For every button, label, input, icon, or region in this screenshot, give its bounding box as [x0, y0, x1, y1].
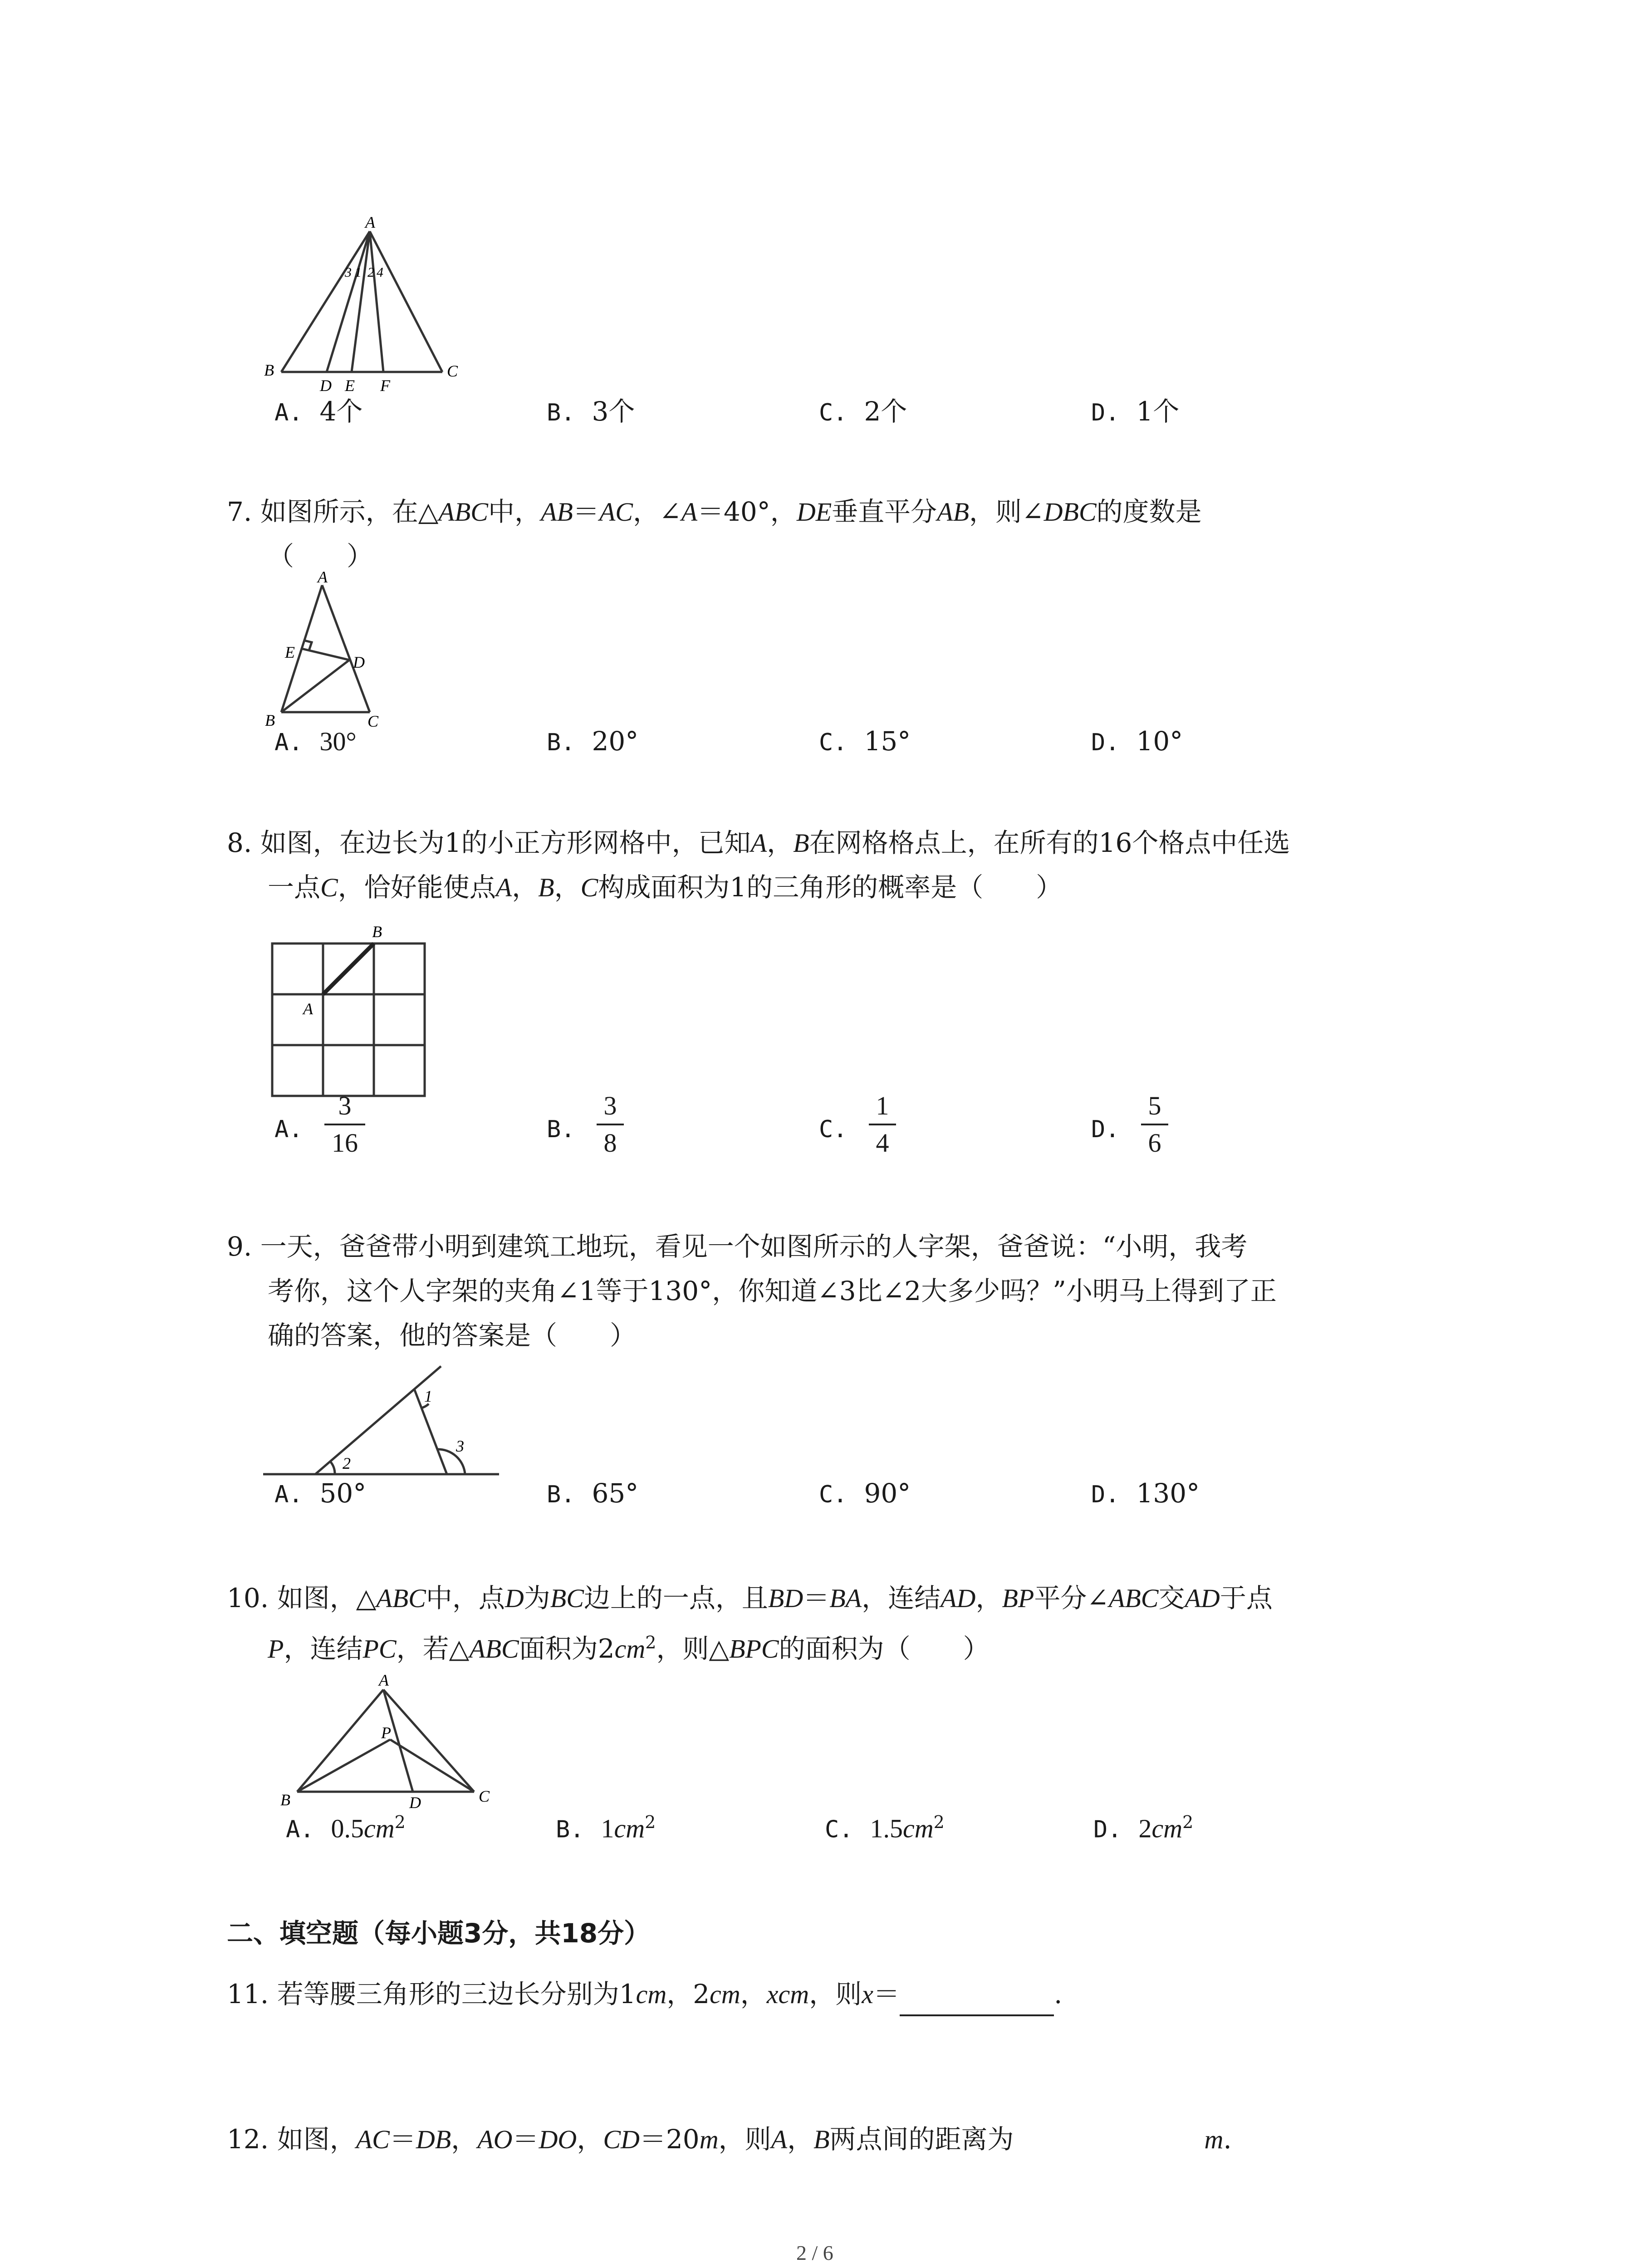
q11-answer-blank[interactable]	[900, 1987, 1054, 2016]
math: x	[862, 1980, 873, 2009]
option-text: 15°	[864, 726, 911, 757]
numerator: 3	[603, 1091, 617, 1120]
q8-option-c-letter[interactable]: C.	[819, 1116, 847, 1143]
q6-option-a[interactable]	[274, 390, 362, 428]
option-letter: C.	[819, 729, 847, 756]
option-letter: B.	[547, 1481, 575, 1508]
text: .	[1223, 2124, 1232, 2155]
fraction-bar	[1141, 1124, 1168, 1125]
option-text: 4个	[319, 396, 363, 427]
option-letter: D.	[1091, 399, 1120, 426]
text: 交	[1158, 1583, 1185, 1613]
option-text: 3个	[592, 396, 635, 427]
math: A	[495, 873, 512, 902]
math: AC	[356, 2125, 390, 2154]
math: ABC	[1108, 1584, 1159, 1613]
q11-number: 11.	[227, 1979, 269, 2009]
math: DBC	[1043, 497, 1097, 527]
math: ABC	[376, 1584, 426, 1613]
q6-label-c: C	[447, 362, 458, 380]
option-text: 2个	[864, 396, 907, 427]
denominator: 4	[876, 1128, 889, 1158]
q8-option-a-letter[interactable]: A.	[274, 1116, 303, 1143]
option-letter: C.	[819, 1481, 847, 1508]
text: 平分∠	[1034, 1583, 1109, 1613]
option-sup: 2	[645, 1812, 656, 1832]
text: ＝40°，	[697, 496, 797, 527]
denominator: 8	[603, 1128, 617, 1158]
text: ＝	[803, 1583, 830, 1613]
q6-option-b[interactable]	[547, 390, 635, 428]
text: ，	[577, 2124, 603, 2155]
math: D	[505, 1584, 524, 1613]
text: 中，点	[426, 1583, 505, 1613]
option-text: 1个	[1136, 396, 1180, 427]
q12-number: 12.	[227, 2124, 269, 2155]
text: 构成面积为1的三角形的概率是（ ）	[598, 872, 1063, 903]
option-letter: A.	[274, 729, 303, 756]
option-text: 30°	[319, 727, 357, 756]
q7-label-a: A	[318, 572, 328, 586]
q10-number: 10.	[227, 1583, 269, 1613]
text: ，连结	[284, 1633, 363, 1664]
numerator: 1	[876, 1091, 889, 1120]
q6-angle-1: 1	[355, 265, 362, 280]
q6-option-c[interactable]	[819, 390, 907, 428]
q7-option-b[interactable]	[547, 726, 638, 757]
superscript: 2	[645, 1633, 656, 1652]
option-value: 1	[601, 1813, 614, 1843]
text: 如图，	[277, 2124, 356, 2155]
option-letter: B.	[547, 729, 575, 756]
option-text: 10°	[1136, 726, 1183, 757]
text: ，若△	[396, 1633, 470, 1664]
option-unit: cm	[364, 1813, 395, 1843]
q7-figure	[259, 572, 404, 730]
q7-stem-line1	[227, 490, 1202, 534]
q10-label-d: D	[409, 1794, 421, 1812]
q6-label-d: D	[320, 376, 332, 395]
text: ＝	[573, 496, 599, 527]
option-value: 2	[1138, 1813, 1152, 1843]
q10-option-c[interactable]	[825, 1812, 945, 1843]
math: B	[793, 828, 809, 858]
q9-angle-3: 3	[456, 1437, 464, 1455]
q8-option-d-letter[interactable]: D.	[1091, 1116, 1120, 1143]
q7-label-d: D	[353, 653, 365, 671]
q9-angle-1: 1	[424, 1387, 432, 1405]
numerator: 5	[1148, 1091, 1161, 1120]
math: A	[750, 828, 767, 858]
q9-number: 9.	[227, 1231, 252, 1262]
q7-option-c[interactable]	[819, 726, 911, 757]
q8-option-c-fraction	[869, 1091, 896, 1158]
fraction-bar	[869, 1124, 896, 1125]
text: 在网格格点上，在所有的16个格点中任选	[809, 827, 1290, 858]
math: B	[813, 2125, 830, 2154]
q10-stem-line2	[268, 1621, 989, 1671]
text: ，	[787, 2124, 814, 2155]
q10-figure	[272, 1669, 508, 1819]
option-letter: B.	[547, 399, 575, 426]
q12-stem	[227, 2117, 1232, 2161]
option-letter: C.	[825, 1816, 853, 1843]
q9-option-a[interactable]	[274, 1478, 366, 1509]
math: AD	[1185, 1584, 1220, 1613]
q8-number: 8.	[227, 827, 252, 858]
text: ＝	[512, 2124, 539, 2155]
q9-ladder-figure	[263, 1361, 508, 1488]
q9-option-b[interactable]	[547, 1478, 638, 1509]
option-sup: 2	[394, 1812, 406, 1832]
q11-stem	[227, 1972, 1062, 2016]
text: 一点	[268, 872, 321, 903]
math: DO	[539, 2125, 577, 2154]
q10-option-d[interactable]	[1093, 1812, 1193, 1843]
option-value: 1.5	[870, 1813, 903, 1843]
math: A	[681, 497, 697, 527]
math: x	[766, 1980, 779, 2009]
option-unit: cm	[1151, 1813, 1183, 1843]
option-letter: A.	[286, 1816, 314, 1843]
text: ，	[975, 1583, 1002, 1613]
text: 边上的一点，且	[583, 1583, 768, 1613]
q6-angle-2: 2	[367, 265, 374, 280]
option-sup: 2	[1182, 1812, 1194, 1832]
q7-option-d[interactable]	[1091, 726, 1183, 757]
text: ，2	[666, 1979, 710, 2009]
q8-option-b-fraction	[597, 1091, 624, 1158]
text: ，则	[809, 1979, 862, 2009]
option-letter: D.	[1093, 1816, 1122, 1843]
q9-stem-line2	[268, 1269, 1277, 1313]
math: AD	[941, 1584, 976, 1613]
q10-label-a: A	[379, 1671, 389, 1689]
numerator: 3	[338, 1091, 352, 1120]
q8-option-a-fraction	[324, 1091, 365, 1158]
q6-option-d[interactable]	[1091, 390, 1179, 428]
text: ，	[512, 872, 539, 903]
q7-label-e: E	[285, 643, 295, 661]
math: m	[1204, 2125, 1224, 2154]
q6-figure	[254, 213, 472, 395]
q10-label-p: P	[381, 1724, 391, 1742]
math: BD	[768, 1584, 803, 1613]
q10-label-c: C	[479, 1787, 490, 1805]
option-letter: D.	[1091, 1481, 1120, 1508]
page-number: 2 / 6	[796, 2241, 833, 2264]
text: ＝20	[639, 2124, 700, 2155]
q7-option-a[interactable]	[274, 726, 357, 757]
fraction-bar	[597, 1124, 624, 1125]
q8-option-b-letter[interactable]: B.	[547, 1116, 575, 1143]
text: .	[1053, 1979, 1063, 2009]
math: m	[699, 2125, 719, 2154]
q8-label-a: A	[303, 1000, 313, 1018]
math: DE	[796, 497, 832, 527]
q7-answer-paren: （ ）	[268, 541, 373, 572]
math: C	[580, 873, 598, 902]
math: AB	[937, 497, 970, 527]
math: BP	[1002, 1584, 1034, 1613]
math: cm	[778, 1980, 809, 2009]
text: ，则	[718, 2124, 771, 2155]
text: 如图，△	[277, 1583, 377, 1613]
text: 若等腰三角形的三边长分别为1	[277, 1979, 636, 2009]
text: 的度数是	[1096, 496, 1202, 527]
fraction-bar	[324, 1124, 365, 1125]
q7-label-b: B	[265, 711, 275, 729]
math: AO	[477, 2125, 513, 2154]
text: ，∠	[632, 496, 681, 527]
option-sup: 2	[933, 1812, 945, 1832]
math: PC	[362, 1634, 397, 1664]
text: 一天，爸爸带小明到建筑工地玩，看见一个如图所示的人字架，爸爸说：“小明，我考	[260, 1231, 1248, 1262]
q9-stem-line1	[227, 1225, 1247, 1268]
math: CD	[603, 2125, 640, 2154]
math: BPC	[729, 1634, 779, 1664]
q6-angle-3: 3	[345, 265, 352, 280]
q9-angle-2: 2	[343, 1454, 351, 1472]
q8-label-b: B	[372, 923, 382, 941]
math: AB	[540, 497, 573, 527]
q6-label-a: A	[365, 213, 375, 231]
option-letter: A.	[274, 1481, 303, 1508]
math: A	[771, 2125, 788, 2154]
text: 考你，这个人字架的夹角∠1等于130°，你知道∠3比∠2大多少吗？”小明马上得到了正	[268, 1276, 1277, 1306]
q6-label-e: E	[345, 376, 355, 395]
text: 中，	[488, 496, 541, 527]
text: ，则∠	[969, 496, 1044, 527]
option-text: 90°	[864, 1478, 911, 1509]
math: C	[320, 873, 338, 902]
q9-option-c[interactable]	[819, 1478, 911, 1509]
text: 如图所示，在△	[260, 496, 439, 527]
option-letter: C.	[819, 399, 847, 426]
option-letter: A.	[274, 399, 303, 426]
text: 垂直平分	[832, 496, 937, 527]
text: 如图，在边长为1的小正方形网格中，已知	[260, 827, 751, 858]
text: 确的答案，他的答案是（ ）	[268, 1320, 637, 1351]
option-text: 130°	[1136, 1478, 1200, 1509]
text: ＝	[389, 2124, 416, 2155]
q9-stem-line3	[268, 1314, 636, 1357]
text: 于点	[1220, 1583, 1273, 1613]
text: 两点间的距离为	[829, 2124, 1014, 2155]
math: P	[268, 1634, 284, 1664]
q9-option-d[interactable]	[1091, 1478, 1200, 1509]
text: ，恰好能使点	[338, 872, 496, 903]
math: B	[538, 873, 554, 902]
option-text: 20°	[592, 726, 639, 757]
q10-label-b: B	[280, 1791, 290, 1809]
option-text: 50°	[319, 1478, 367, 1509]
math: ABC	[438, 497, 488, 527]
text: ，	[554, 872, 581, 903]
option-letter: D.	[1091, 729, 1120, 756]
text: ，	[451, 2124, 478, 2155]
text: 面积为2	[519, 1633, 615, 1664]
q6-label-f: F	[380, 376, 390, 395]
option-text: 65°	[592, 1478, 639, 1509]
text: 为	[524, 1583, 550, 1613]
option-unit: cm	[903, 1813, 934, 1843]
math: AC	[599, 497, 633, 527]
math: BA	[829, 1584, 862, 1613]
q8-stem-line1	[227, 821, 1290, 865]
text: 的面积为（ ）	[779, 1633, 989, 1664]
section-heading: 二、填空题（每小题3分，共18分）	[227, 1918, 651, 1949]
option-unit: cm	[614, 1813, 645, 1843]
text: ，	[740, 1979, 767, 2009]
q8-stem-line2	[268, 865, 1062, 909]
q10-option-a[interactable]	[286, 1812, 406, 1843]
text: ，则△	[656, 1633, 730, 1664]
q6-angle-4: 4	[377, 265, 383, 280]
q10-option-b[interactable]	[556, 1812, 656, 1843]
option-letter: B.	[556, 1816, 584, 1843]
denominator: 6	[1148, 1128, 1161, 1158]
q7-number: 7.	[227, 496, 252, 527]
math: BC	[550, 1584, 584, 1613]
q10-stem-line1	[227, 1576, 1273, 1620]
math: DB	[416, 2125, 451, 2154]
text: ，连结	[862, 1583, 941, 1613]
math: ABC	[469, 1634, 519, 1664]
denominator: 16	[332, 1128, 358, 1158]
q6-label-b: B	[264, 361, 274, 379]
q7-label-c: C	[367, 712, 379, 730]
math: cm	[636, 1980, 667, 2009]
q8-grid-figure	[268, 912, 431, 1098]
math: cm	[614, 1634, 646, 1664]
math: cm	[710, 1980, 740, 2009]
text: ＝	[873, 1979, 900, 2009]
text: ，	[767, 827, 794, 858]
q8-option-d-fraction	[1141, 1091, 1168, 1158]
option-value: 0.5	[331, 1813, 364, 1843]
